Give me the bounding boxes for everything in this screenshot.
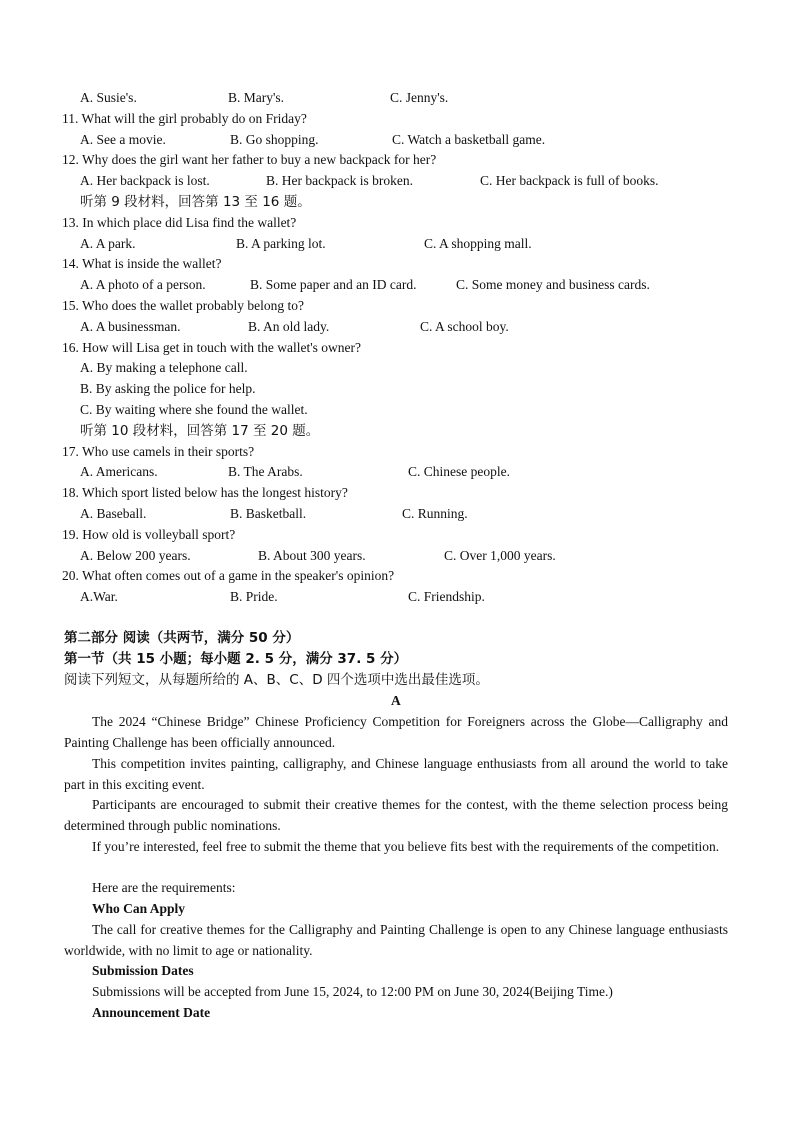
q17-option-b: B. The Arabs.	[228, 464, 303, 479]
q20-option-a: A.War.	[80, 589, 118, 604]
q14-stem: 14. What is inside the wallet?	[62, 256, 222, 271]
q12-option-b: B. Her backpack is broken.	[266, 173, 413, 188]
reading-instruction: 阅读下列短文，从每题所给的 A、B、C、D 四个选项中选出最佳选项。	[64, 672, 489, 688]
q14-option-b: B. Some paper and an ID card.	[250, 277, 417, 292]
q12-option-c: C. Her backpack is full of books.	[480, 173, 659, 188]
q15-stem: 15. Who does the wallet probably belong to?	[62, 298, 304, 313]
q13-stem: 13. In which place did Lisa find the wallet?	[62, 215, 297, 230]
q15-option-b: B. An old lady.	[248, 319, 330, 334]
paragraph-2: This competition invites painting, calligraphy, and Chinese language enthusiasts from all around the world to take part in this exciting event.	[64, 756, 728, 792]
paragraph-4: If you’re interested, feel free to submit the theme that you believe fits best with the requirements of the competition.	[92, 839, 720, 854]
segment-10-instruction: 听第 10 段材料，回答第 17 至 20 题。	[80, 423, 320, 439]
q16-stem: 16. How will Lisa get in touch with the wallet's owner?	[62, 340, 361, 355]
q16-option-a: A. By making a telephone call.	[80, 360, 248, 375]
q12-option-a: A. Her backpack is lost.	[80, 173, 210, 188]
q18-option-b: B. Basketball.	[230, 506, 307, 521]
passage-label: A	[391, 693, 401, 708]
q18-stem: 18. Which sport listed below has the longest history?	[62, 485, 348, 500]
paragraph-6: The call for creative themes for the Calligraphy and Painting Challenge is open to any Chinese language enthusiasts worldwide, with no limit to age or nationality.	[64, 922, 728, 958]
q17-stem: 17. Who use camels in their sports?	[62, 444, 255, 459]
heading-announcement-date: Announcement Date	[92, 1005, 211, 1020]
q13-option-b: B. A parking lot.	[236, 236, 326, 251]
q18-option-a: A. Baseball.	[80, 506, 147, 521]
q11-option-b: B. Go shopping.	[230, 132, 319, 147]
q19-option-c: C. Over 1,000 years.	[444, 548, 556, 563]
q17-option-a: A. Americans.	[80, 464, 158, 479]
part-two-title: 第二部分 阅读（共两节，满分 50 分）	[64, 630, 300, 646]
q13-option-a: A. A park.	[80, 236, 136, 251]
segment-9-instruction: 听第 9 段材料，回答第 13 至 16 题。	[80, 194, 311, 210]
q16-option-c: C. By waiting where she found the wallet.	[80, 402, 308, 417]
q18-option-c: C. Running.	[402, 506, 468, 521]
q10-option-a: A. Susie's.	[80, 90, 137, 105]
section-one-title: 第一节（共 15 小题；每小题 2. 5 分，满分 37. 5 分）	[64, 651, 408, 667]
q15-option-a: A. A businessman.	[80, 319, 181, 334]
q11-option-c: C. Watch a basketball game.	[392, 132, 546, 147]
paragraph-7: Submissions will be accepted from June 15, 2024, to 12:00 PM on June 30, 2024(Beijing Time.)	[92, 984, 613, 999]
q14-option-a: A. A photo of a person.	[80, 277, 206, 292]
q15-option-c: C. A school boy.	[420, 319, 509, 334]
q16-option-b: B. By asking the police for help.	[80, 381, 256, 396]
q20-option-b: B. Pride.	[230, 589, 278, 604]
q17-option-c: C. Chinese people.	[408, 464, 510, 479]
paragraph-5: Here are the requirements:	[92, 880, 236, 895]
q19-option-b: B. About 300 years.	[258, 548, 366, 563]
q12-stem: 12. Why does the girl want her father to buy a new backpack for her?	[62, 152, 437, 167]
q20-option-c: C. Friendship.	[408, 589, 485, 604]
q11-stem: 11. What will the girl probably do on Friday?	[62, 111, 307, 126]
paragraph-1: The 2024 “Chinese Bridge” Chinese Proficiency Competition for Foreigners across the Globe—Calligraphy and Painting Challenge has been officially announced.	[64, 714, 728, 750]
q19-option-a: A. Below 200 years.	[80, 548, 191, 563]
q20-stem: 20. What often comes out of a game in the speaker's opinion?	[62, 568, 395, 583]
q14-option-c: C. Some money and business cards.	[456, 277, 650, 292]
q10-option-b: B. Mary's.	[228, 90, 285, 105]
heading-submission-dates: Submission Dates	[92, 963, 194, 978]
q13-option-c: C. A shopping mall.	[424, 236, 532, 251]
q10-option-c: C. Jenny's.	[390, 90, 449, 105]
q11-option-a: A. See a movie.	[80, 132, 166, 147]
heading-who-can-apply: Who Can Apply	[92, 901, 186, 916]
paragraph-3: Participants are encouraged to submit their creative themes for the contest, with the theme selection process being determined through public nominations.	[64, 797, 728, 833]
q19-stem: 19. How old is volleyball sport?	[62, 527, 236, 542]
